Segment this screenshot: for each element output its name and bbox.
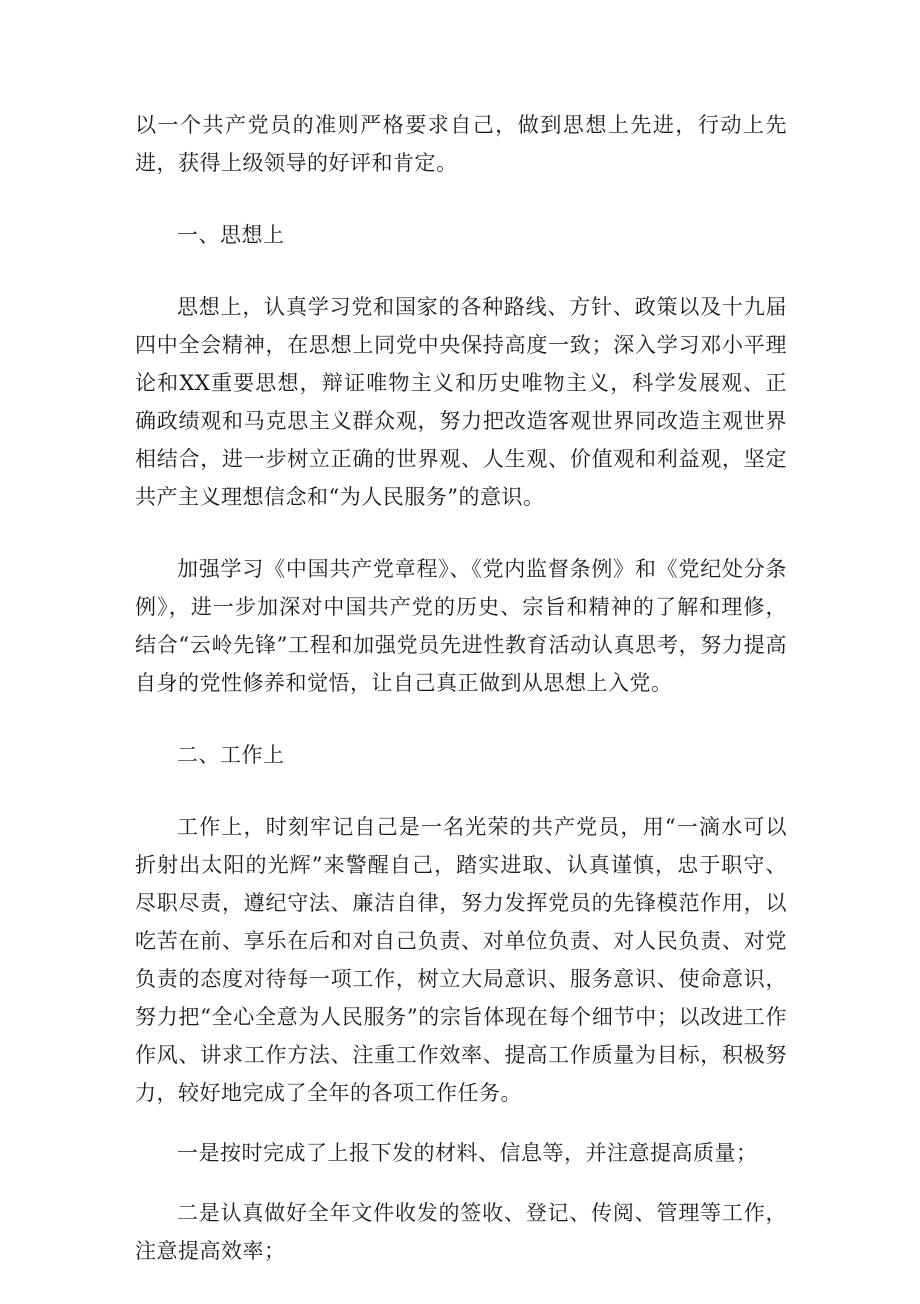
ideology-paragraph-2: 加强学习《中国共产党章程》、《党内监督条例》和《党纪处分条例》，进一步加深对中国共产党的历史、宗旨和精神的了解和理修，结合“云岭先锋”工程和加强党员先进性教育活动认真思考，努力提高自身的党性修养和觉悟，让自己真正做到从思想上入党。 [135,557,787,695]
work-item-1: 一是按时完成了上报下发的材料、信息等，并注意提高质量； [177,1141,758,1165]
section-heading-work: 二、工作上 [177,743,285,767]
work-item-2: 二是认真做好全年文件收发的签收、登记、传阅、管理等工作，注意提高效率； [135,1201,787,1263]
document-body [135,106,787,1304]
intro-paragraph: 以一个共产党员的准则严格要求自己，做到思想上先进，行动上先进，获得上级领导的好评和肯定。 [135,113,787,175]
section-heading-ideology: 一、思想上 [177,223,285,247]
ideology-paragraph-1: 思想上，认真学习党和国家的各种路线、方针、政策以及十九届四中全会精神，在思想上同党中央保持高度一致；深入学习邓小平理论和XX重要思想，辩证唯物主义和历史唯物主义，科学发展观、正确政绩观和马克思主义群众观，努力把改造客观世界同改造主观世界相结合，进一步树立正确的世界观、人生观、价值观和利益观，坚定共产主义理想信念和“为人民服务”的意识。 [135,295,787,509]
work-paragraph: 工作上，时刻牢记自己是一名光荣的共产党员，用“一滴水可以折射出太阳的光辉”来警醒自己，踏实进取、认真谨慎，忠于职守、尽职尽责，遵纪守法、廉洁自律，努力发挥党员的先锋模范作用，以吃苦在前、享乐在后和对自己负责、对单位负责、对人民负责、对党负责的态度对待每一项工作，树立大局意识、服务意识、使命意识，努力把“全心全意为人民服务”的宗旨体现在每个细节中；以改进工作作风、讲求工作方法、注重工作效率、提高工作质量为目标，积极努力，较好地完成了全年的各项工作任务。 [135,815,787,1105]
